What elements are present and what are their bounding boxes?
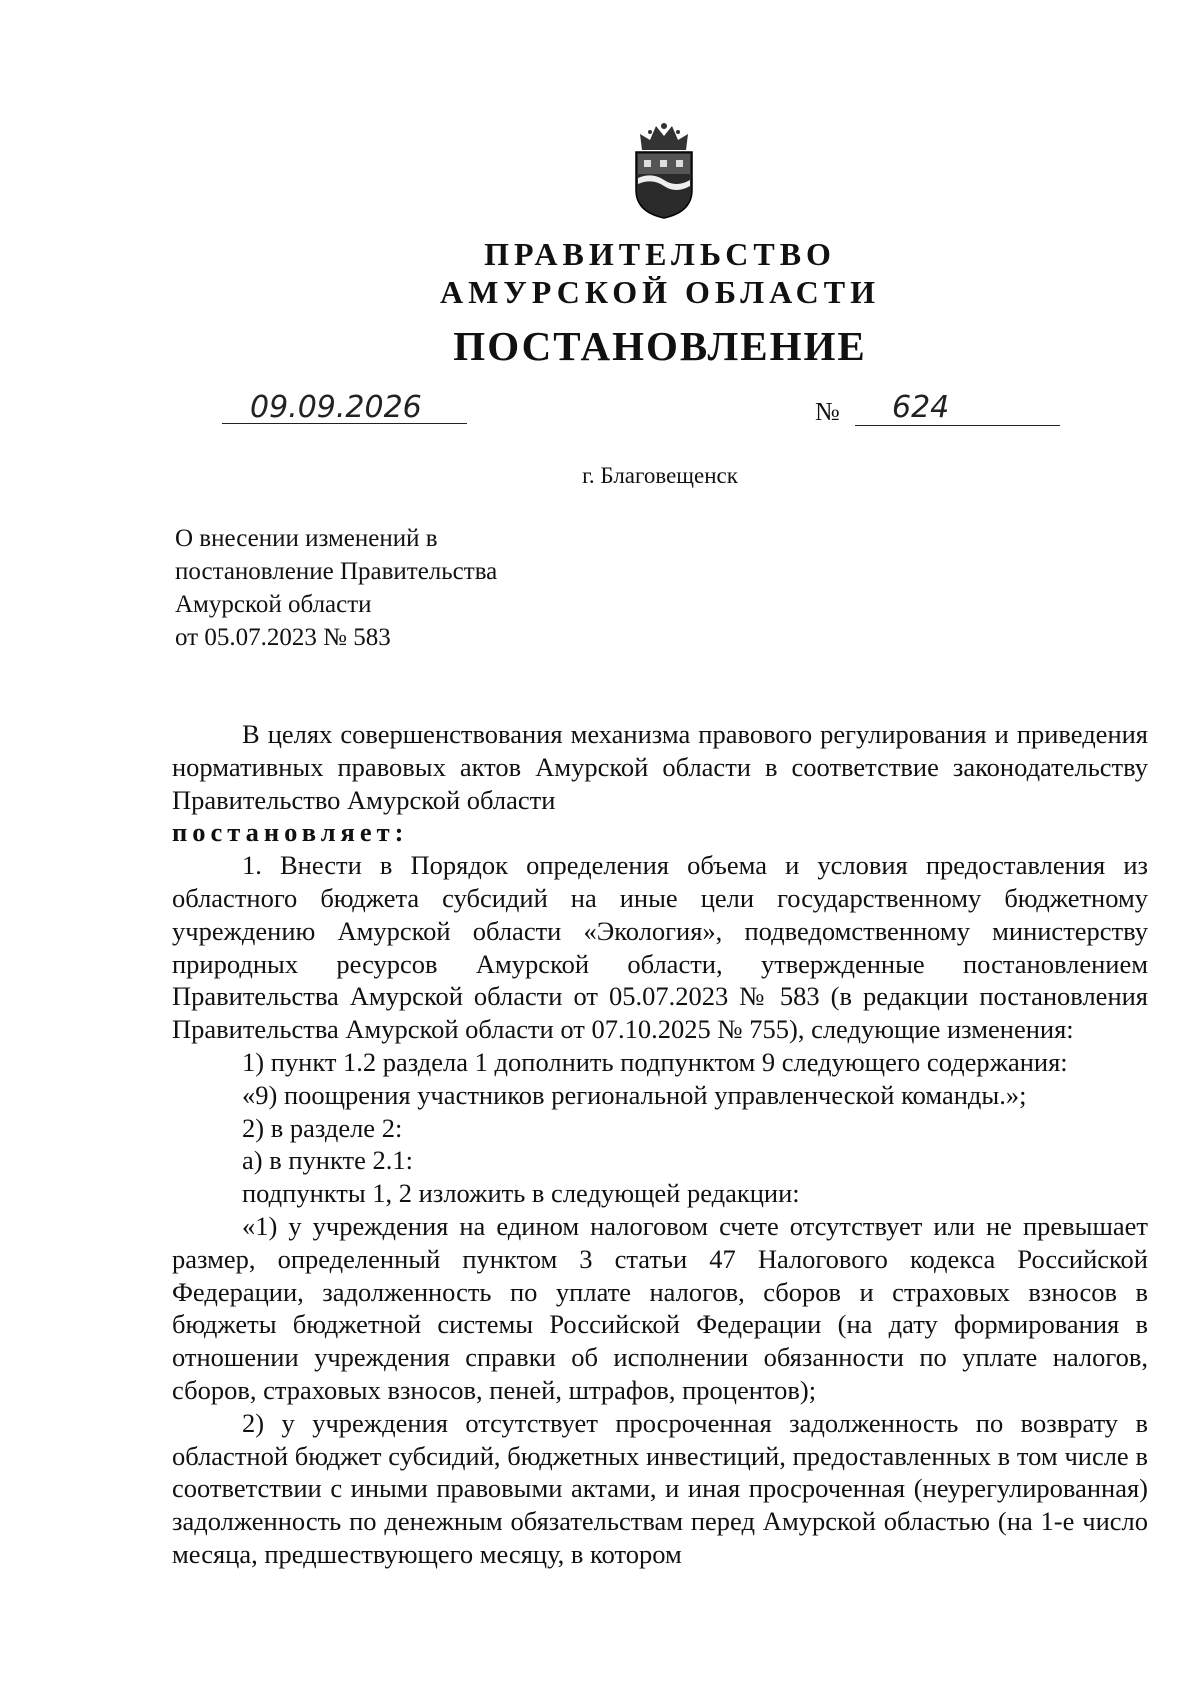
subject-line: Амурской области [175,591,372,618]
clause-paragraph: «9) поощрения участников региональной управленческой команды.»; [242,1079,1027,1110]
preamble-paragraph: В целях совершенствования механизма правового регулирования и приведения нормативных правовых актов Амурской области в соответствие законодательству Правительство Амурской области [172,719,1148,815]
clause-paragraph: «1) у учреждения на едином налоговом счете отсутствует или не превышает размер, определенный пунктом 3 статьи 47 Налогового кодекса Российской Федерации, задолженность по уплате налогов, сборов и страховых взносов в бюджеты бюджетной системы Российской Федерации (на дату формирования в отношении учреждения справки об исполнении обязанности по уплате налогов, сборов, страховых взносов, пеней, штрафов, процентов); [172,1210,1148,1405]
resolves-heading: постановляет: [172,817,409,848]
number-underline [855,425,1060,426]
number-sign: № [815,397,840,426]
coat-of-arms-icon [628,120,700,220]
clause-paragraph: 1. Внести в Порядок определения объема и условия предоставления из областного бюджета субсидий на иные цели государственному бюджетному учреждению Амурской области «Экология», подведомственному министерству природных ресурсов Амурской области, утвержденные постановлением Правительства Амурской области от 05.07.2023 № 583 (в редакции постановления Правительства Амурской области от 07.10.2025 № 755), следующие изменения: [172,850,1148,1045]
city: г. Благовещенск [582,463,738,488]
date-underline [222,423,467,424]
document-date: 09.09.2026 [250,390,422,425]
document-number: 624 [892,390,950,425]
document-type: ПОСТАНОВЛЕНИЕ [453,323,867,369]
clause-paragraph: подпункты 1, 2 изложить в следующей редакции: [242,1178,800,1209]
subject-line: постановление Правительства [175,558,498,585]
clause-paragraph: 2) у учреждения отсутствует просроченная задолженность по возврату в областной бюджет субсидий, бюджетных инвестиций, предоставленных в том числе в соответствии с иными правовыми актами, и иная просроченная (неурегулированная) задолженность по денежным обязательствам перед Амурской областью (на 1-е число месяца, предшествующего месяцу, в котором [172,1407,1148,1569]
clause-paragraph: 2) в разделе 2: [242,1112,403,1143]
document-subject [175,522,497,654]
clause-paragraph: 1) пункт 1.2 раздела 1 дополнить подпунктом 9 следующего содержания: [242,1046,1068,1077]
clause-paragraph: а) в пункте 2.1: [242,1145,413,1176]
government-title: ПРАВИТЕЛЬСТВО [484,236,836,272]
region-title: АМУРСКОЙ ОБЛАСТИ [440,274,880,310]
document-body [172,718,1148,1571]
subject-line: от 05.07.2023 № 583 [175,624,391,651]
subject-line: О внесении изменений в [175,525,438,552]
